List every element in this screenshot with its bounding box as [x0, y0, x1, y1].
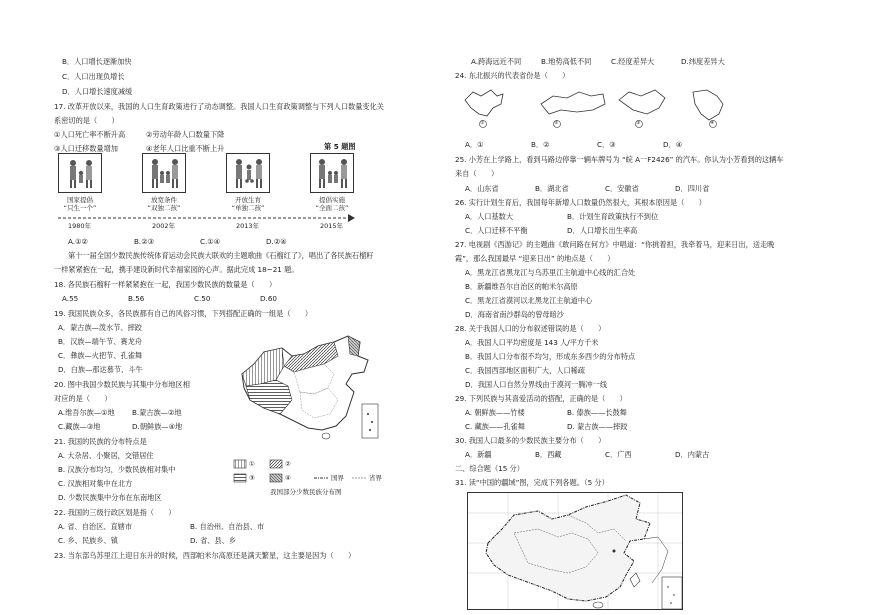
q28-option: A．我国人口平均密度是 143 人/平方千米 — [465, 338, 599, 347]
answer-choice: C.经度差异大 — [611, 57, 655, 66]
answer-choice: B.56 — [128, 294, 145, 303]
question-20-cont: 对应的是（ ） — [54, 394, 112, 403]
legend-swatches — [232, 458, 392, 490]
figure-caption: 国家提倡 “只生一个” — [63, 196, 97, 212]
q21-option: C. 汉族相对集中在北方 — [58, 479, 133, 488]
q28-option: D．我国人口自然分界线由于漠河一腾冲一线 — [465, 380, 608, 389]
outline-number: ② — [554, 120, 559, 126]
answer-choice: A.跨海远近不同 — [471, 57, 522, 66]
question-25-cont: 来自（ ） — [455, 169, 499, 178]
answer-choice: D.②④ — [266, 237, 287, 246]
legend-label: 国界 — [331, 474, 344, 482]
answer-choice: B. 自治州、自治县、市 — [190, 522, 265, 531]
q27-option: A．黑龙江省黑龙江与乌苏里江主航道中心线的汇合处 — [465, 268, 636, 277]
question-24: 24. 东北振兴的代表省份是（ ） — [455, 71, 570, 80]
q19-option: B．汉族—端午节、赛龙舟 — [58, 337, 142, 346]
map-caption: 我国部分少数民族分布图 — [270, 488, 342, 496]
q19-option: A．蒙古族—泼水节、摔跤 — [58, 323, 142, 332]
q17-option: ①人口死亡率不断升高 — [54, 130, 126, 139]
answer-choice: D. 蒙古族——摔跤 — [567, 422, 628, 431]
q17-option: ④老年人口比重不断上升 — [146, 144, 225, 153]
figure-panel — [58, 153, 102, 193]
family-icon — [143, 154, 187, 194]
q27-option: D．海南省南沙群岛的曾母暗沙 — [465, 310, 564, 319]
answer-choice: C．人口迁移不平衡 — [465, 226, 528, 235]
question-31: 31. 读“中国的疆域”图，完成下列各题。（5 分） — [455, 478, 609, 487]
answer-choice: A．新疆 — [465, 450, 492, 459]
figure-panel — [310, 153, 354, 193]
answer-choice: A. 朝鲜族——竹楼 — [465, 408, 525, 417]
legend-label: ③ — [249, 474, 255, 482]
answer-choice: D．人口增长出生率高 — [567, 226, 638, 235]
question-21: 21. 我国的民族的分布特点是 — [54, 437, 147, 446]
answer-choice: B.②③ — [134, 237, 155, 246]
passage-intro-cont: 一样紧紧抱在一起，携手建设新时代幸福家园的心声。据此完成 18~21 题。 — [54, 265, 299, 274]
answer-choice: D．内蒙古 — [675, 450, 710, 459]
q19-option: C．彝族—火把节、孔雀舞 — [58, 351, 143, 360]
q21-option: D. 少数民族集中分布在东南地区 — [58, 493, 162, 502]
question-27: 27. 电视剧《西游记》的主题曲《敢问路在何方》中唱道：“你挑着担，我牵着马，迎来日出，送走晚 — [455, 240, 775, 249]
answer-choice: A．① — [465, 140, 484, 149]
minority-map — [234, 334, 384, 454]
answer-choice: C. 藏族——孔雀舞 — [465, 422, 525, 431]
question-29: 29. 下列民族与其喜爱活动的搭配，正确的是（ ） — [455, 394, 627, 403]
territory-map-graphic — [468, 493, 683, 610]
figure-5-title: 第 5 题图 — [324, 142, 356, 151]
timeline-year: 1980年 — [68, 222, 92, 230]
answer-choice: C.50 — [194, 294, 211, 303]
question-26: 26. 实行计划生育后，我国每年新增人口数量仍然很大，其根本原因是（ ） — [455, 198, 706, 207]
answer-choice: A．山东省 — [465, 184, 499, 193]
question-23: 23. 当东部乌苏里江上迎日东升的时候，西部帕米尔高原还是满天繁星，这主要是因为（ ） — [54, 551, 356, 560]
answer-choice: C．③ — [597, 140, 616, 149]
answer-choice: D．④ — [663, 140, 683, 149]
q25-answers — [465, 185, 745, 192]
q30-answers — [465, 451, 745, 458]
china-map-graphic — [234, 334, 384, 454]
q28-option: C．我国西部地区面积广大，人口稀疏 — [465, 366, 586, 375]
answer-choice: C．安徽省 — [605, 184, 639, 193]
province-outlines — [461, 86, 741, 132]
q24-answers — [465, 141, 729, 148]
legend-label: ④ — [285, 474, 291, 482]
answer-choice: C.①④ — [200, 237, 221, 246]
option-line: C．人口出现负增长 — [62, 72, 125, 81]
question-19: 19. 我国民族众多，各民族都有自己的风俗习惯，下列搭配正确的一组是（ ） — [54, 309, 313, 318]
answer-choice: C．广西 — [605, 450, 632, 459]
question-17: 17. 改革开放以来，我国的人口生育政策进行了动态调整。我国人口生育政策调整与下列人口数量变化关 — [54, 102, 384, 111]
answer-choice: B.地势高低不同 — [541, 57, 592, 66]
answer-choice: A. 省、自治区、直辖市 — [58, 522, 133, 531]
question-18: 18. 各民族石榴籽一样紧紧抱在一起，我国少数民族的数量是（ ） — [54, 280, 277, 289]
q27-option: C．黑龙江省漠河以北黑龙江主航道中心 — [465, 296, 593, 305]
china-territory-map — [467, 492, 683, 610]
q17-option: ③人口迁移数量增加 — [54, 144, 118, 153]
answer-choice: A.55 — [62, 294, 79, 303]
q27-option: B．新疆维吾尔自治区的帕米尔高原 — [465, 282, 578, 291]
q18-answers — [62, 295, 326, 302]
q21-option: B. 汉族分布均匀，少数民族相对集中 — [58, 465, 176, 474]
family-icon — [311, 154, 355, 194]
q17-answers — [68, 238, 332, 245]
answer-choice: D．四川省 — [675, 184, 710, 193]
section-heading: 二、综合题（15 分） — [455, 464, 524, 473]
answer-choice: C. 乡、民族乡、镇 — [58, 536, 118, 545]
option-line: D．人口增长速度减缓 — [62, 87, 133, 96]
q19-option: D．白族—那达慕节、斗牛 — [58, 365, 143, 374]
legend-label: ① — [249, 460, 255, 468]
q17-option: ②劳动年龄人口数量下降 — [146, 130, 225, 139]
outline-number: ④ — [710, 120, 715, 126]
legend-label: ② — [285, 460, 291, 468]
q23-answers — [471, 58, 751, 65]
question-28: 28. 关于我国人口的分布叙述错误的是（ ） — [455, 324, 606, 333]
timeline-arrow — [56, 213, 356, 223]
answer-choice: B．计划生育政策执行不到位 — [567, 212, 659, 221]
answer-choice: B．湖北省 — [535, 184, 569, 193]
answer-choice: A.①② — [68, 237, 88, 246]
figure-caption: 开放生育 “单独二孩” — [231, 196, 265, 212]
option-line: B．人口增长逐渐加快 — [62, 57, 132, 66]
figure-caption: 放宽条件 “双独二孩” — [147, 196, 181, 212]
answer-choice: B.蒙古族—②地 — [132, 408, 182, 417]
answer-choice: C.藏族—③地 — [58, 422, 101, 431]
legend-label: 省界 — [369, 474, 382, 482]
figure-panel — [226, 153, 270, 193]
timeline-year: 2002年 — [152, 222, 176, 230]
question-17-cont: 系密切的是（ ） — [54, 116, 119, 125]
answer-choice: D.纬度差异大 — [681, 57, 725, 66]
answer-choice: D.朝鲜族—④地 — [132, 422, 183, 431]
family-icon — [59, 154, 103, 194]
answer-choice: B．② — [531, 140, 550, 149]
answer-choice: B. 傣族——长鼓舞 — [567, 408, 627, 417]
answer-choice: A．人口基数大 — [465, 212, 514, 221]
answer-choice: A.维吾尔族—①地 — [58, 408, 115, 417]
answer-choice: D.60 — [260, 294, 277, 303]
q21-option: A. 大杂居、小聚居，交错居住 — [58, 451, 154, 460]
q28-option: B．我国人口分布很不均匀，形成东多西少的分布特点 — [465, 352, 636, 361]
answer-choice: B．西藏 — [535, 450, 562, 459]
question-30: 30. 我国人口最多的少数民族主要分布（ ） — [455, 436, 606, 445]
figure-caption: 提倡实施 “全面二孩” — [315, 196, 349, 212]
outline-number: ③ — [636, 120, 641, 126]
question-25: 25. 小芳在上学路上，看到马路边停靠一辆车牌号为 “皖 A一F2426” 的汽车。你认为小芳看到的这辆车 — [455, 155, 784, 164]
outline-number: ① — [480, 120, 485, 126]
question-20: 20. 图中我国少数民族与其集中分布地区相 — [54, 380, 190, 389]
family-icon — [227, 154, 271, 194]
answer-choice: D. 省、县、乡 — [190, 536, 237, 545]
figure-panel — [142, 153, 186, 193]
timeline-year: 2013年 — [236, 222, 260, 230]
policy-figure — [56, 153, 356, 231]
passage-intro: 第十一届全国少数民族传统体育运动会民族大联欢的主题歌曲《石榴红了》，唱出了各民族石榴籽 — [68, 251, 374, 260]
timeline-year: 2015年 — [320, 222, 344, 230]
question-27-cont: 霞”，那么我国最早 “迎来日出” 的地点是（ ） — [455, 254, 615, 263]
question-22: 22. 我国的三级行政区划是指（ ） — [54, 508, 176, 517]
